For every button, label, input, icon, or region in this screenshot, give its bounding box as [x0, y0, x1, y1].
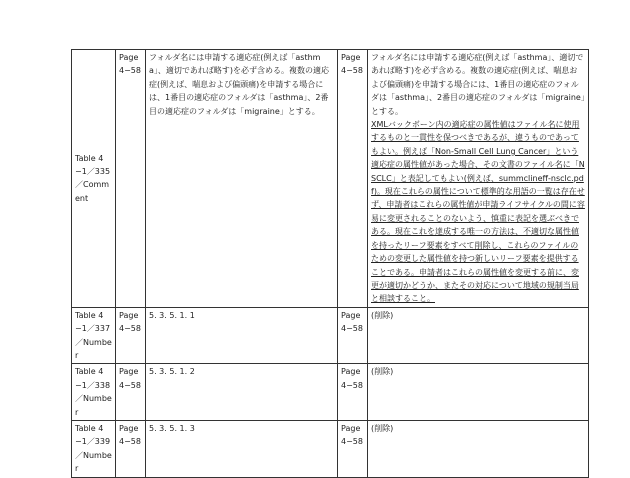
new-text-cell: (削除): [368, 420, 589, 477]
old-text-cell: 5. 3. 5. 1. 1: [146, 307, 338, 364]
old-text-cell: 5. 3. 5. 1. 3: [146, 420, 338, 477]
table-row: [72, 420, 589, 477]
old-page-cell: Page 4−58: [116, 420, 146, 477]
new-text-cell: [368, 50, 589, 308]
new-page-cell: Page 4−58: [338, 420, 368, 477]
table-row: [72, 50, 589, 308]
new-text-added: XMLバックボーン内の適応症の属性値はファイル名に使用するものと一貫性を保つべきであるが、違うものであってもよい。例えば「Non-Small Cell Lung Cancer」という適応症の属性値があった場合、その文書のファイル名に「NSCLC」と表記してもよい(例えば、summclineff-nsclc.pdf)。現在これらの属性について標準的な用語の一覧は存在せず、申請者はこれらの属性値が申請ライフサイクルの間に容易に変更されることのないよう、慎重に表記を選ぶべきである。現在これを達成する唯一の方法は、不適切な属性値を持ったリーフ要素をすべて削除し、これらのファイルのための変更した属性値を持つ新しいリーフ要素を提供することである。申請者はこれらの属性値を変更する前に、変更が適切かどうか、またその対応について地域の規制当局と相談すること。: [371, 120, 585, 304]
table-reference-cell: Table 4−1／339／Number: [72, 420, 116, 477]
old-page-cell: Page 4−58: [116, 364, 146, 421]
new-page-cell: Page 4−58: [338, 364, 368, 421]
new-text-cell: (削除): [368, 307, 589, 364]
table-row: [72, 364, 589, 421]
new-page-cell: Page 4−58: [338, 307, 368, 364]
old-page-cell: Page 4−58: [116, 307, 146, 364]
table-reference-cell: Table 4−1／337／Number: [72, 307, 116, 364]
comparison-table: [71, 49, 589, 478]
table-reference-cell: Table 4−1／338／Number: [72, 364, 116, 421]
old-page-cell: Page 4−58: [116, 50, 146, 308]
new-page-cell: Page 4−58: [338, 50, 368, 308]
new-text-cell: (削除): [368, 364, 589, 421]
old-text-cell: フォルダ名には申請する適応症(例えば「asthma」、適切であれば略す)を必ず含める。複数の適応症(例えば、喘息および偏頭痛)を申請する場合には、1番目の適応症のフォルダは「asthma」、2番目の適応症のフォルダは「migraine」とする。: [146, 50, 338, 308]
old-text-cell: 5. 3. 5. 1. 2: [146, 364, 338, 421]
table-reference-cell: Table 4−1／335／Comment: [72, 50, 116, 308]
new-text-original: フォルダ名には申請する適応症(例えば「asthma」、適切であれば略す)を必ず含める。複数の適応症(例えば、喘息および偏頭痛)を申請する場合には、1番目の適応症のフォルダは「asthma」、2番目の適応症のフォルダは「migraine」とする。: [371, 53, 585, 116]
table-row: [72, 307, 589, 364]
